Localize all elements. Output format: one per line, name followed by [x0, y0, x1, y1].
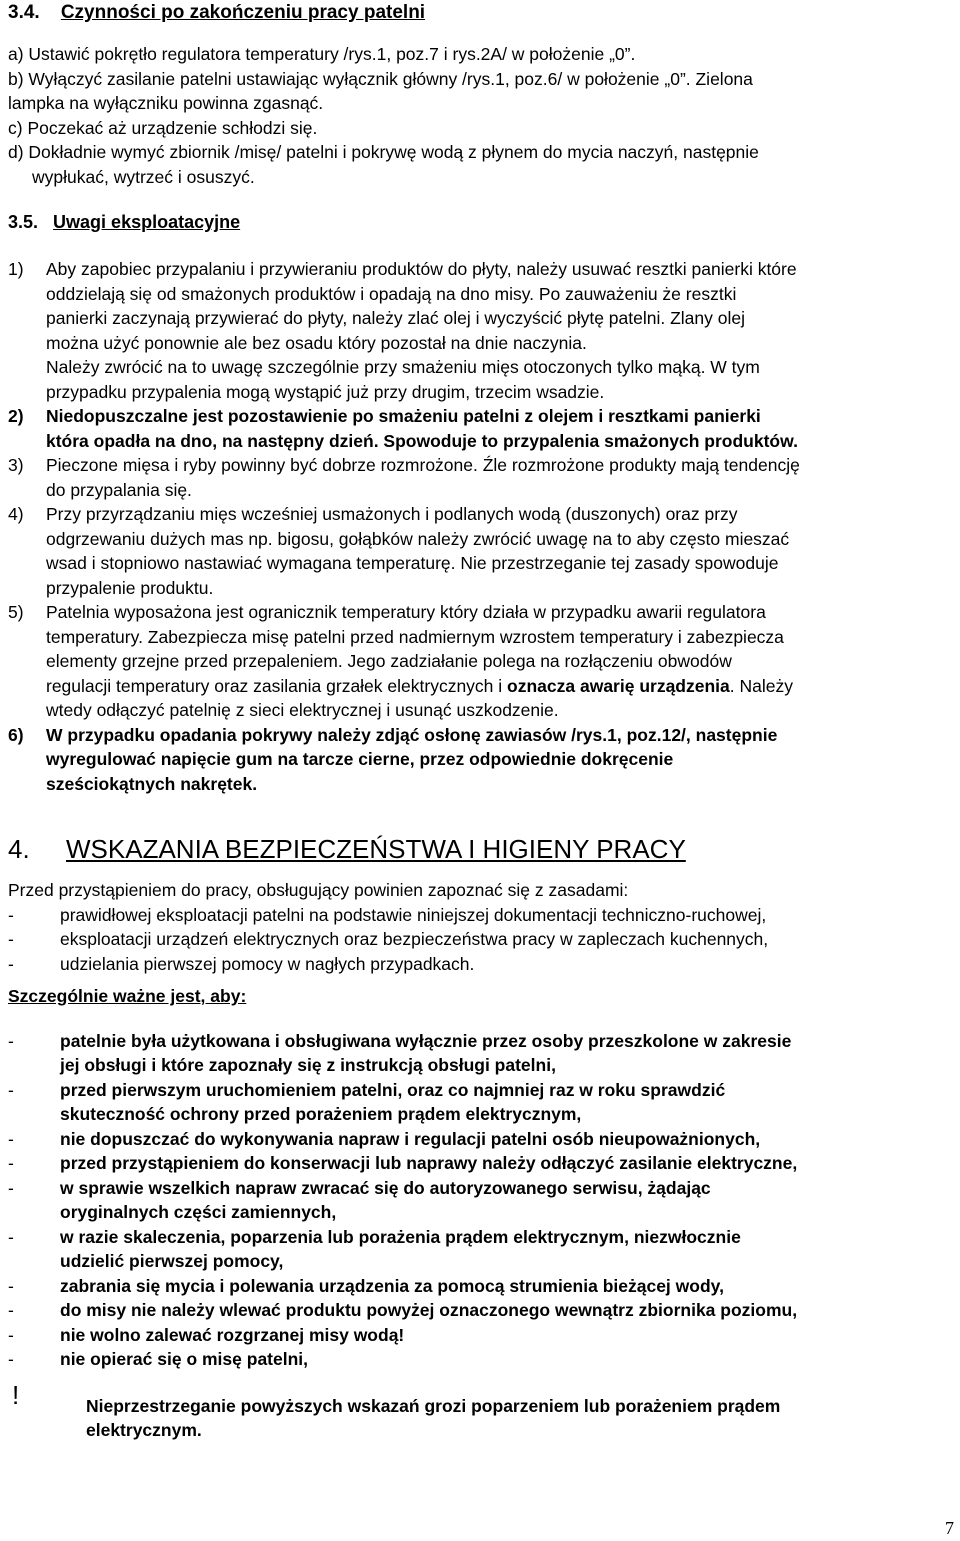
note-4 — [8, 502, 948, 600]
dash-bullet: - — [8, 1226, 14, 1247]
rule-line: przed przystąpieniem do konserwacji lub naprawy należy odłączyć zasilanie elektryczne, — [60, 1153, 798, 1173]
rule-item — [8, 1029, 948, 1078]
dash-bullet: - — [8, 1324, 14, 1345]
rule-item — [8, 1347, 948, 1372]
note-line: Patelnia wyposażona jest ogranicznik temperatury który działa w przypadku awarii regulatora — [46, 602, 766, 622]
note-line: odgrzewaniu dużych mas np. bigosu, gołąbków należy zwrócić uwagę na to aby często mieszać — [46, 528, 790, 549]
note-line: wtedy odłączyć patelnię z sieci elektrycznej i usunąć uszkodzenie. — [46, 700, 559, 720]
rule-line: przed pierwszym uruchomieniem patelni, oraz co najmniej raz w roku sprawdzić — [60, 1079, 726, 1100]
section-number: 3.5. — [8, 212, 39, 232]
rule-item — [8, 1127, 948, 1152]
step-a: a) Ustawić pokrętło regulatora temperatury /rys.1, poz.7 i rys.2A/ w położenie „0”. — [8, 44, 636, 64]
note-line: która opadła na dno, na następny dzień. Spowoduje to przypalenia smażonych produktów. — [46, 430, 798, 451]
rule-item — [8, 1225, 948, 1274]
rule-line: do misy nie należy wlewać produktu powyżej oznaczonego wewnątrz zbiornika poziomu, — [60, 1300, 798, 1320]
dash-bullet: - — [8, 1079, 14, 1100]
rule-line: oryginalnych części zamiennych, — [60, 1202, 337, 1222]
dash-bullet: - — [8, 1153, 14, 1173]
note-line: można użyć ponownie ale bez osadu który pozostał na dnie naczynia. — [46, 332, 587, 353]
svg-text:!: ! — [12, 1381, 20, 1408]
principles-list — [8, 903, 948, 977]
section-title: Czynności po zakończeniu pracy patelni — [60, 2, 426, 23]
rule-line: nie opierać się o misę patelni, — [60, 1349, 309, 1369]
dash-bullet: - — [8, 1349, 14, 1369]
rule-line: patelnie była użytkowana i obsługiwana wyłącznie przez osoby przeszkolone w zakresie — [60, 1030, 792, 1051]
note-6 — [8, 723, 948, 797]
note-label: 6) — [8, 724, 24, 745]
note-line: przypalenie produktu. — [46, 577, 214, 598]
step-b-line1: b) Wyłączyć zasilanie patelni ustawiając wyłącznik główny /rys.1, poz.6/ w położenie „0”. Zielona — [8, 68, 753, 89]
warning-icon — [8, 1382, 34, 1408]
note-line: elementy grzejne przed przepaleniem. Jego zadziałanie polega na rozłączeniu obwodów — [46, 651, 732, 671]
dash-bullet: - — [8, 904, 14, 925]
rule-item — [8, 1176, 948, 1225]
section-title: Uwagi eksploatacyjne — [53, 212, 241, 232]
note-line: Pieczone mięsa i ryby powinny być dobrze rozmrożone. Źle rozmrożone produkty mają tendencję — [46, 455, 800, 475]
step-d-line2: wypłukać, wytrzeć i osuszyć. — [32, 166, 255, 187]
note-line: Należy zwrócić na to uwagę szczególnie przy smażeniu mięs otoczonych tylko mąką. W tym — [46, 357, 760, 377]
note-1 — [8, 257, 948, 404]
principle-item — [8, 903, 948, 928]
step-c: c) Poczekać aż urządzenie schłodzi się. — [8, 117, 318, 138]
note-line: panierki zaczynają przywierać do płyty, należy zlać olej i wyczyścić płytę patelni. Zlany olej — [46, 308, 745, 328]
principle-text: udzielania pierwszej pomocy w nagłych przypadkach. — [60, 953, 475, 974]
rule-item — [8, 1323, 948, 1348]
note-line: temperatury. Zabezpiecza misę patelni przed nadmiernym wzrostem temperatury i zabezpiecza — [46, 626, 784, 647]
rule-line: zabrania się mycia i polewania urządzenia za pomocą strumienia bieżącej wody, — [60, 1275, 724, 1296]
section-number: 4. — [8, 834, 30, 864]
note-line: Przy przyrządzaniu mięs wcześniej usmażonych i podlanych wodą (duszonych) oraz przy — [46, 504, 738, 524]
note-line — [46, 674, 948, 699]
note-5 — [8, 600, 948, 723]
note-line: Aby zapobiec przypalaniu i przywieraniu produktów do płyty, należy usuwać resztki panierki które — [46, 259, 797, 279]
dash-bullet: - — [8, 1030, 14, 1051]
note-line: wsad i stopniowo nastawiać wymagana temperaturę. Nie przestrzeganie tej zasady spowoduje — [46, 553, 779, 573]
section-number: 3.4. — [8, 2, 40, 23]
note-label: 1) — [8, 259, 24, 279]
note-label: 3) — [8, 455, 24, 475]
section-3-5-heading — [8, 209, 948, 235]
dash-bullet: - — [8, 953, 14, 974]
dash-bullet: - — [8, 1300, 14, 1320]
note-line: sześciokątnych nakrętek. — [46, 773, 258, 794]
intro-text: Przed przystąpieniem do pracy, obsługujący powinien zapoznać się z zasadami: — [8, 880, 629, 900]
note-line: Niedopuszczalne jest pozostawienie po smażeniu patelni z olejem i resztkami panierki — [46, 406, 761, 426]
note-label: 5) — [8, 602, 24, 622]
principle-text: prawidłowej eksploatacji patelni na podstawie niniejszej dokumentacji techniczno-ruchowej, — [60, 904, 767, 925]
warning-line: elektrycznym. — [86, 1420, 202, 1440]
note-text: . Należy — [729, 675, 793, 696]
rule-line: w razie skaleczenia, poparzenia lub porażenia prądem elektrycznym, niezwłocznie — [60, 1226, 741, 1247]
dash-bullet: - — [8, 1128, 14, 1149]
note-line: W przypadku opadania pokrywy należy zdjąć osłonę zawiasów /rys.1, poz.12/, następnie — [46, 724, 778, 745]
principle-item — [8, 952, 948, 977]
note-label: 4) — [8, 504, 24, 524]
rule-line: udzielić pierwszej pomocy, — [60, 1251, 284, 1271]
dash-bullet: - — [8, 929, 14, 949]
rule-line: w sprawie wszelkich napraw zwracać się do autoryzowanego serwisu, żądając — [60, 1177, 711, 1198]
section-4-heading — [8, 832, 948, 866]
note-3 — [8, 453, 948, 502]
section-title: WSKAZANIA BEZPIECZEŃSTWA I HIGIENY PRACY — [66, 834, 686, 864]
rule-item — [8, 1274, 948, 1299]
note-emphasis: oznacza awarię urządzenia — [507, 675, 730, 696]
note-2 — [8, 404, 948, 453]
step-b-line2: lampka na wyłączniku powinna zgasnąć. — [8, 93, 324, 113]
note-text: regulacji temperatury oraz zasilania grzałek elektrycznych i — [46, 675, 508, 696]
rule-line: jej obsługi i które zapoznały się z instrukcją obsługi patelni, — [60, 1055, 556, 1075]
note-line: oddzielają się od smażonych produktów i opadają na dno misy. Po zauważeniu że resztki — [46, 283, 737, 304]
warning-line: Nieprzestrzeganie powyższych wskazań grozi poparzeniem lub porażeniem prądem — [86, 1395, 781, 1416]
warning-note — [8, 1381, 948, 1443]
dash-bullet: - — [8, 1177, 14, 1198]
note-label: 2) — [8, 406, 24, 426]
page-number: 7 — [945, 1518, 954, 1538]
rule-line: nie wolno zalewać rozgrzanej misy wodą! — [60, 1324, 405, 1345]
note-line: przypadku przypalenia mogą wystąpić już przy drugim, trzecim wsadzie. — [46, 381, 605, 402]
rule-item — [8, 1151, 948, 1176]
note-line: wyregulować napięcie gum na tarcze cierne, przez odpowiednie dokręcenie — [46, 749, 674, 769]
principle-item — [8, 927, 948, 952]
document-page — [8, 0, 948, 1443]
rule-item — [8, 1078, 948, 1127]
rule-item — [8, 1298, 948, 1323]
subheading: Szczególnie ważne jest, aby: — [8, 986, 247, 1006]
step-d-line1: d) Dokładnie wymyć zbiornik /misę/ patelni i pokrywę wodą z płynem do mycia naczyń, następnie — [8, 142, 759, 162]
note-line: do przypalania się. — [46, 479, 192, 500]
rules-list — [8, 1029, 948, 1372]
rule-line: nie dopuszczać do wykonywania napraw i regulacji patelni osób nieupoważnionych, — [60, 1128, 761, 1149]
section-3-4-heading — [8, 0, 948, 26]
principle-text: eksploatacji urządzeń elektrycznych oraz bezpieczeństwa pracy w zapleczach kuchennych, — [60, 929, 769, 949]
rule-line: skuteczność ochrony przed porażeniem prądem elektrycznym, — [60, 1104, 582, 1124]
dash-bullet: - — [8, 1275, 14, 1296]
